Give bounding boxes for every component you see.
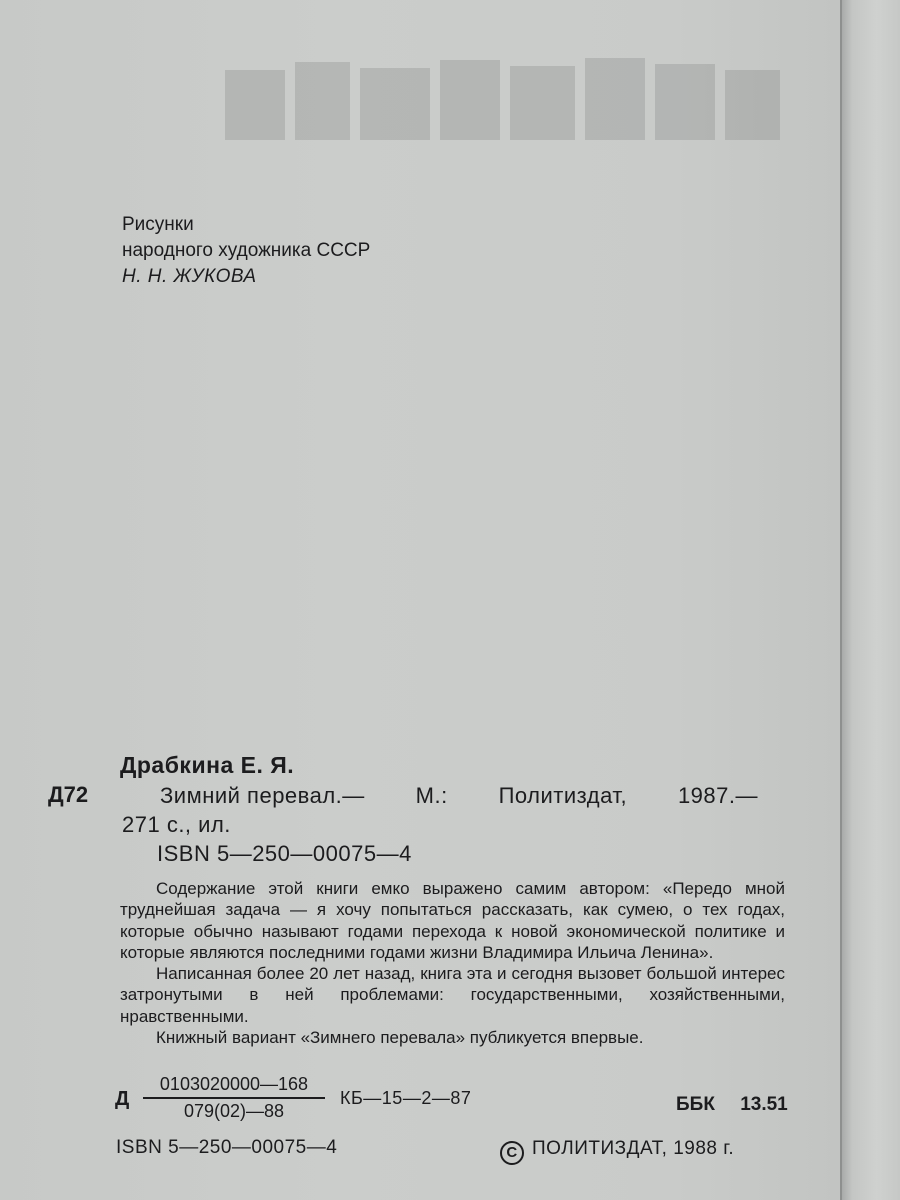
author-heading: Драбкина Е. Я. xyxy=(120,752,295,778)
copyright-icon: C xyxy=(500,1141,524,1165)
index-fraction xyxy=(143,1074,325,1122)
bbk-code xyxy=(676,1094,788,1116)
kb-code: КБ—15—2—87 xyxy=(340,1088,472,1108)
credits-line: Рисунки xyxy=(122,214,194,235)
title-line xyxy=(122,781,758,810)
bibliographic-record xyxy=(122,781,758,868)
author-sign-code: Д72 xyxy=(48,782,89,807)
index-letter: Д xyxy=(115,1088,130,1110)
copyright-line xyxy=(500,1138,734,1165)
bbk-value: 13.51 xyxy=(740,1094,788,1115)
annotation xyxy=(120,878,785,1048)
publisher-part: Политиздат, xyxy=(498,783,628,808)
annotation-paragraph: Содержание этой книги емко выражено самим автором: «Передо мной труднейшая задача — я хочу попытаться рассказать, как сумею, о тех годах, которые обычно называют годами перехода к новой экономической политике и которые являются последними годами жизни Владимира Ильича Ленина». xyxy=(120,879,785,962)
year-part: 1987.— xyxy=(677,783,758,808)
pages-line: 271 с., ил. xyxy=(122,812,231,837)
bbk-label: ББК xyxy=(676,1094,715,1115)
city-part: М.: xyxy=(415,783,448,808)
reverse-side-bleed xyxy=(215,40,790,155)
copyright-text: ПОЛИТИЗДАТ, 1988 г. xyxy=(532,1138,735,1159)
credits-line: народного художника СССР xyxy=(122,240,371,261)
illustration-credits xyxy=(122,212,370,290)
index-denominator: 079(02)—88 xyxy=(183,1101,285,1121)
annotation-paragraph: Написанная более 20 лет назад, книга эта и сегодня вызовет большой интерес затронутыми в ней проблемами: государственными, хозяйственными, нравственными. xyxy=(120,964,785,1026)
index-numerator: 0103020000—168 xyxy=(143,1074,325,1099)
title-part: Зимний перевал.— xyxy=(160,783,365,808)
annotation-paragraph: Книжный вариант «Зимнего перевала» публикуется впервые. xyxy=(156,1028,644,1048)
adjacent-page-edge xyxy=(842,0,900,1200)
isbn-line: ISBN 5—250—00075—4 xyxy=(157,841,412,866)
isbn-footer: ISBN 5—250—00075—4 xyxy=(116,1137,338,1158)
artist-name: Н. Н. ЖУКОВА xyxy=(122,266,257,287)
